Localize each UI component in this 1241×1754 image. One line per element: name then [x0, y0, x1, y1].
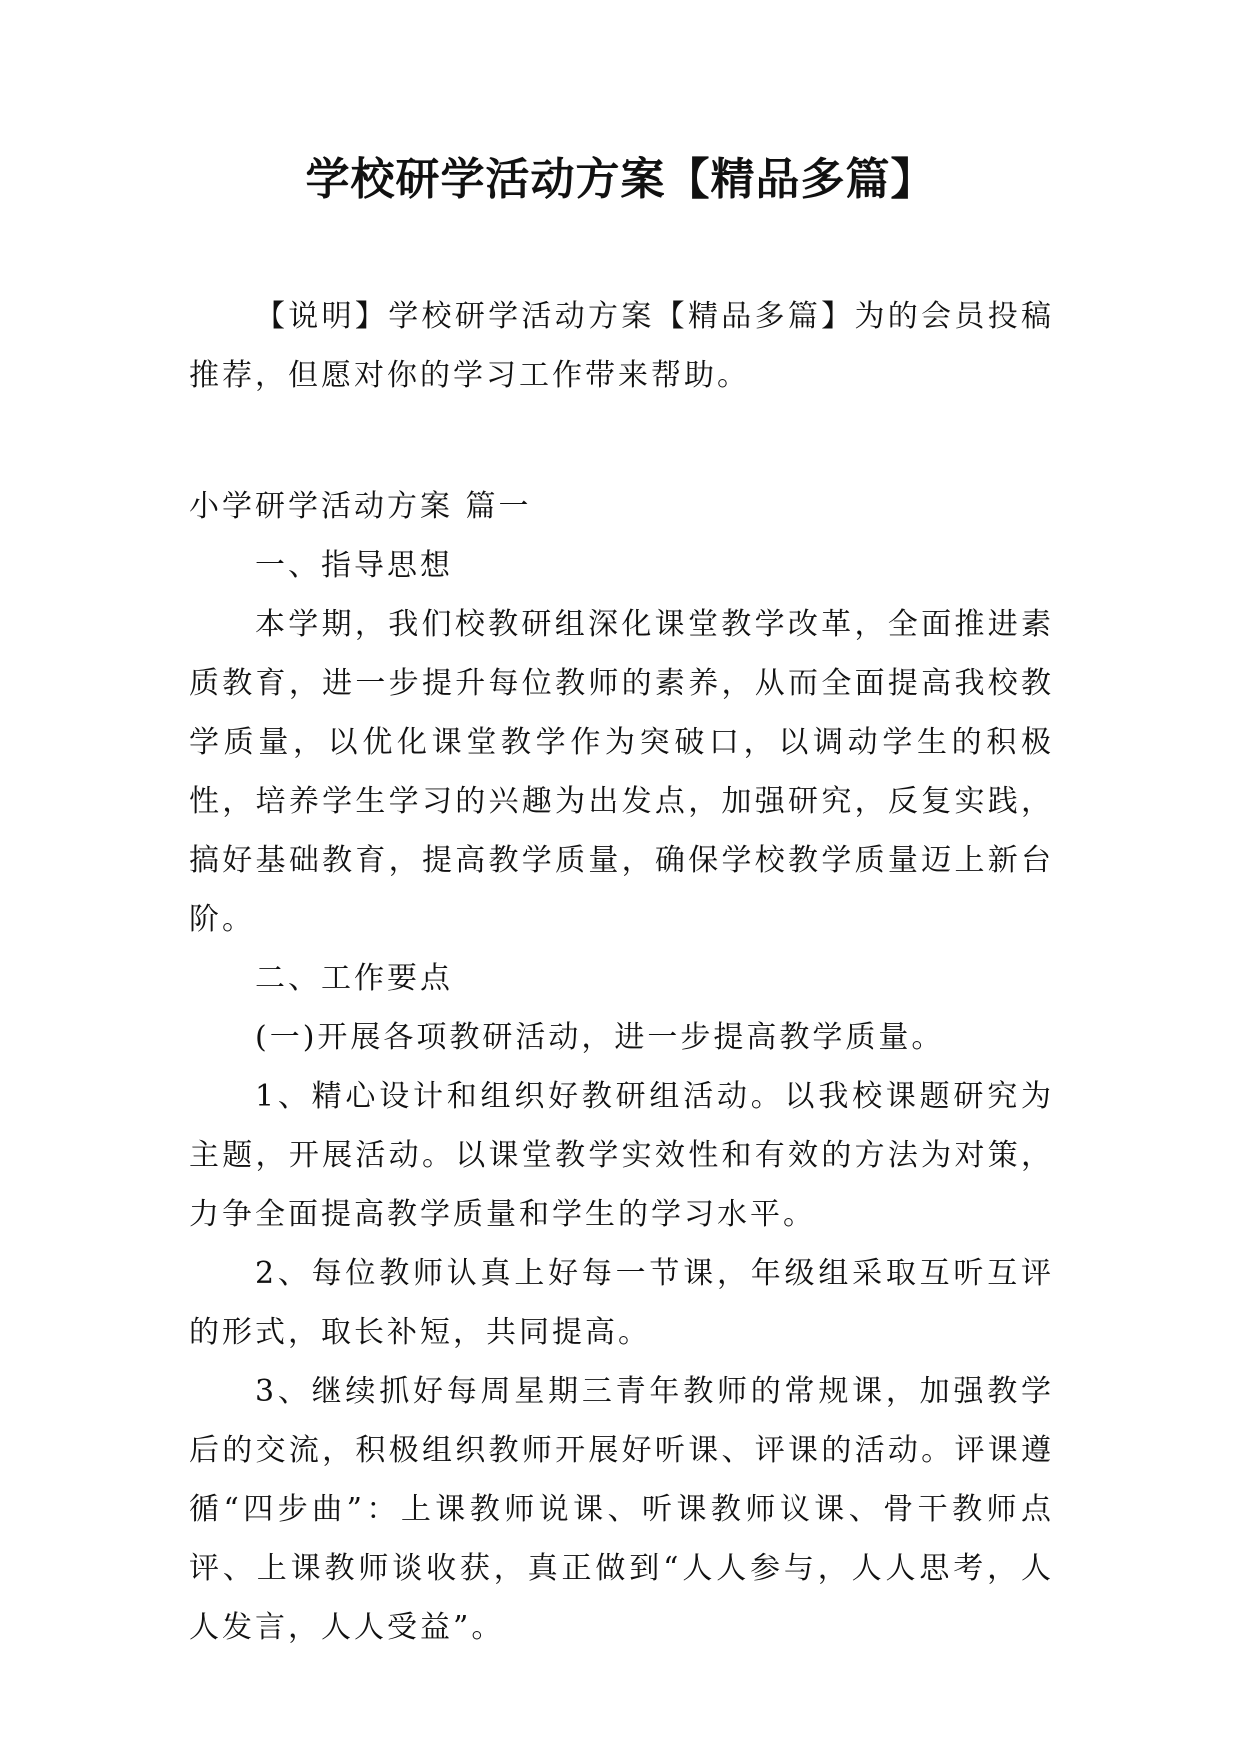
document-body [189, 287, 1054, 1657]
heading-guiding-thought: 一、指导思想 [255, 548, 453, 583]
heading-work-points: 二、工作要点 [255, 961, 453, 996]
list-item-1: 1、精心设计和组织好教研组活动。以我校课题研究为主题，开展活动。以课堂教学实效性和有效的方法为对策，力争全面提高教学质量和学生的学习水平。 [189, 1079, 1054, 1232]
intro-paragraph: 【说明】学校研学活动方案【精品多篇】为的会员投稿推荐，但愿对你的学习工作带来帮助。 [189, 299, 1054, 393]
list-item-3: 3、继续抓好每周星期三青年教师的常规课，加强教学后的交流，积极组织教师开展好听课、评课的活动。评课遵循“四步曲”：上课教师说课、听课教师议课、骨干教师点评、上课教师谈收获，真正做到“人人参与，人人思考，人人发言，人人受益”。 [189, 1374, 1054, 1645]
document-title: 学校研学活动方案【精品多篇】 [305, 154, 936, 205]
section-heading: 小学研学活动方案 篇一 [189, 489, 532, 524]
list-item-2: 2、每位教师认真上好每一节课，年级组采取互听互评的形式，取长补短，共同提高。 [189, 1256, 1054, 1350]
sub-heading-research-activities: (一)开展各项教研活动，进一步提高教学质量。 [255, 1020, 945, 1055]
paragraph-guiding-thought: 本学期，我们校教研组深化课堂教学改革，全面推进素质教育，进一步提升每位教师的素养，从而全面提高我校教学质量，以优化课堂教学作为突破口，以调动学生的积极性，培养学生学习的兴趣为出发点，加强研究，反复实践，搞好基础教育，提高教学质量，确保学校教学质量迈上新台阶。 [189, 607, 1054, 937]
